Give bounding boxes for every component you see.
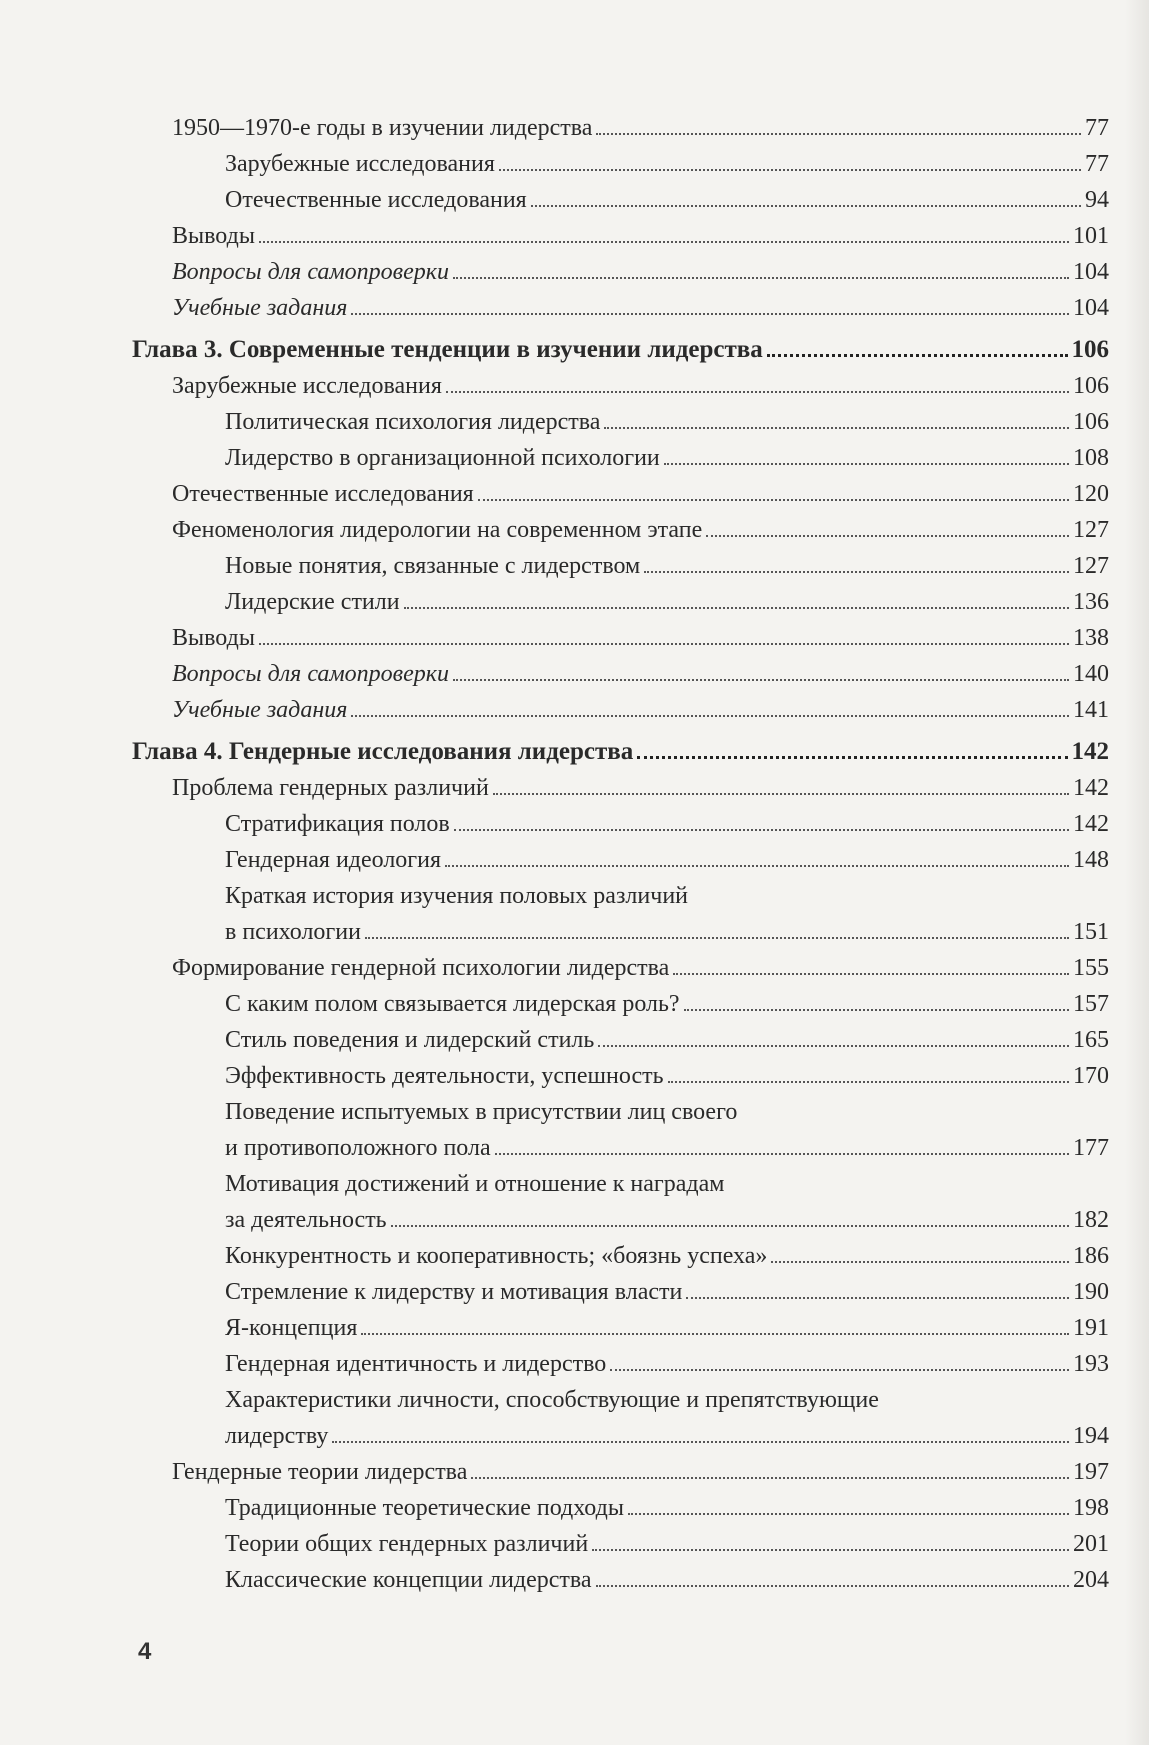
toc-entry <box>0 404 1149 440</box>
toc-entry-title: Глава 4. Гендерные исследования лидерства <box>132 738 634 765</box>
toc-page-number: 190 <box>1073 1279 1109 1305</box>
toc-entry-title: Зарубежные исследования <box>225 151 495 177</box>
toc-page-number: 108 <box>1073 445 1109 471</box>
toc-page-number: 186 <box>1073 1243 1109 1269</box>
toc-entry <box>0 182 1149 218</box>
toc-entry-row <box>225 842 1109 878</box>
dot-leader <box>259 241 1069 243</box>
dot-leader <box>767 354 1068 357</box>
toc-entry-title: Лидерство в организационной психологии <box>225 445 660 471</box>
toc-entry-title: и противоположного пола <box>225 1135 491 1161</box>
toc-entry-row <box>225 1274 1109 1310</box>
toc-entry-title: Стремление к лидерству и мотивация власти <box>225 1279 683 1305</box>
toc-entry <box>0 1562 1149 1598</box>
dot-leader <box>644 571 1069 573</box>
toc-chapter-entry <box>0 734 1149 770</box>
toc-entry <box>0 692 1149 728</box>
dot-leader <box>706 535 1069 537</box>
toc-entry-row <box>172 476 1109 512</box>
toc-page-number: 157 <box>1073 991 1109 1017</box>
toc-entry-row <box>225 806 1109 842</box>
toc-page-number: 194 <box>1073 1423 1109 1449</box>
toc-page-number: 136 <box>1073 589 1109 615</box>
toc-entry-title: 1950—1970-е годы в изучении лидерства <box>172 115 593 141</box>
toc-entry-row <box>225 146 1109 182</box>
toc-entry-row <box>225 1490 1109 1526</box>
dot-leader <box>668 1081 1069 1083</box>
toc-entry-row <box>225 1562 1109 1598</box>
toc-entry-row <box>172 218 1109 254</box>
dot-leader <box>531 205 1081 207</box>
toc-entry <box>0 986 1149 1022</box>
toc-entry <box>0 1346 1149 1382</box>
toc-page-number: 104 <box>1073 259 1109 285</box>
toc-entry-row <box>225 986 1109 1022</box>
dot-leader <box>351 313 1069 315</box>
dot-leader <box>596 133 1081 135</box>
toc-entry <box>0 254 1149 290</box>
toc-entry-title: Гендерная идентичность и лидерство <box>225 1351 607 1377</box>
toc-entry-title: за деятельность <box>225 1207 387 1233</box>
toc-page-number: 142 <box>1073 811 1109 837</box>
dot-leader <box>495 1153 1069 1155</box>
toc-page-number: 182 <box>1073 1207 1109 1233</box>
dot-leader <box>471 1477 1069 1479</box>
toc-entry <box>0 290 1149 326</box>
toc-entry-row <box>225 1418 1109 1454</box>
toc-entry <box>0 1166 1149 1238</box>
toc-entry-row <box>225 1202 1109 1238</box>
toc-page-number: 142 <box>1073 775 1109 801</box>
toc-entry-title: Конкурентность и кооперативность; «боязнь успеха» <box>225 1243 768 1269</box>
toc-page-number: 106 <box>1073 373 1109 399</box>
toc-entry-title: Стиль поведения и лидерский стиль <box>225 1027 595 1053</box>
toc-entry-title: в психологии <box>225 919 361 945</box>
toc-page-number: 151 <box>1073 919 1109 945</box>
toc-entry-row <box>225 1346 1109 1382</box>
toc-entry <box>0 1382 1149 1454</box>
toc-entry-row <box>172 110 1109 146</box>
toc-entry <box>0 146 1149 182</box>
toc-entry <box>0 1238 1149 1274</box>
toc-page-number: 197 <box>1073 1459 1109 1485</box>
toc-page-number: 77 <box>1085 151 1109 177</box>
toc-entry-title: Проблема гендерных различий <box>172 775 489 801</box>
toc-entry-title: Отечественные исследования <box>172 481 474 507</box>
toc-entry-title: Феноменология лидерологии на современном этапе <box>172 517 703 543</box>
toc-entry-title: Эффективность деятельности, успешность <box>225 1063 664 1089</box>
toc-entry <box>0 512 1149 548</box>
dot-leader <box>391 1225 1069 1227</box>
toc-entry-row <box>172 512 1109 548</box>
dot-leader <box>771 1261 1069 1263</box>
toc-entry <box>0 548 1149 584</box>
toc-entry-row <box>172 950 1109 986</box>
dot-leader <box>478 499 1069 501</box>
toc-page-number: 142 <box>1071 738 1109 765</box>
toc-page-number: 77 <box>1085 115 1109 141</box>
toc-entry-title-line: Мотивация достижений и отношение к наградам <box>225 1171 725 1197</box>
toc-entry-title: Отечественные исследования <box>225 187 527 213</box>
toc-entry-title: Зарубежные исследования <box>172 373 442 399</box>
toc-entry-title: Традиционные теоретические подходы <box>225 1495 624 1521</box>
toc-entry-title: Я-концепция <box>225 1315 358 1341</box>
toc-page-number: 198 <box>1073 1495 1109 1521</box>
toc-entry-title: Вопросы для самопроверки <box>172 259 449 285</box>
toc-entry-row <box>225 1238 1109 1274</box>
dot-leader <box>684 1009 1069 1011</box>
toc-page-number: 148 <box>1073 847 1109 873</box>
toc-entry-row <box>225 584 1109 620</box>
toc-entry <box>0 1094 1149 1166</box>
table-of-contents <box>0 110 1149 1598</box>
dot-leader <box>673 973 1069 975</box>
dot-leader <box>453 679 1069 681</box>
toc-page-number: 165 <box>1073 1027 1109 1053</box>
toc-entry <box>0 620 1149 656</box>
toc-entry-title: лидерству <box>225 1423 329 1449</box>
toc-entry-title: Глава 3. Современные тенденции в изучении лидерства <box>132 336 763 363</box>
toc-page-number: 155 <box>1073 955 1109 981</box>
toc-entry-row <box>225 1058 1109 1094</box>
dot-leader <box>361 1333 1069 1335</box>
toc-page-number: 106 <box>1073 409 1109 435</box>
toc-page-number: 138 <box>1073 625 1109 651</box>
toc-entry <box>0 1454 1149 1490</box>
toc-entry-row <box>225 1526 1109 1562</box>
dot-leader <box>598 1045 1069 1047</box>
toc-page-number: 201 <box>1073 1531 1109 1557</box>
toc-entry <box>0 476 1149 512</box>
dot-leader <box>332 1441 1069 1443</box>
toc-entry-row <box>172 1454 1109 1490</box>
toc-entry-title: Формирование гендерной психологии лидерства <box>172 955 670 981</box>
toc-entry <box>0 110 1149 146</box>
dot-leader <box>454 829 1069 831</box>
toc-entry-row <box>225 440 1109 476</box>
toc-entry-row <box>172 620 1109 656</box>
toc-entry-row <box>172 290 1109 326</box>
toc-entry <box>0 440 1149 476</box>
dot-leader <box>499 169 1081 171</box>
toc-entry-title: Учебные задания <box>172 295 348 321</box>
toc-entry <box>0 1490 1149 1526</box>
toc-entry-row <box>172 692 1109 728</box>
toc-entry-row <box>172 770 1109 806</box>
dot-leader <box>404 607 1069 609</box>
toc-entry <box>0 770 1149 806</box>
toc-entry <box>0 1310 1149 1346</box>
dot-leader <box>664 463 1069 465</box>
toc-entry-title: Гендерная идеология <box>225 847 442 873</box>
toc-entry <box>0 1526 1149 1562</box>
dot-leader <box>445 865 1069 867</box>
toc-entry-row <box>225 182 1109 218</box>
toc-entry-title-line: Характеристики личности, способствующие и препятствующие <box>225 1387 879 1413</box>
toc-entry-title: Учебные задания <box>172 697 348 723</box>
dot-leader <box>637 756 1067 759</box>
toc-entry-title: С каким полом связывается лидерская роль? <box>225 991 680 1017</box>
toc-entry <box>0 656 1149 692</box>
toc-entry-title: Лидерские стили <box>225 589 400 615</box>
toc-entry-row <box>225 548 1109 584</box>
toc-entry <box>0 1022 1149 1058</box>
dot-leader <box>446 391 1069 393</box>
toc-page-number: 94 <box>1085 187 1109 213</box>
dot-leader <box>592 1549 1069 1551</box>
toc-page-number: 140 <box>1073 661 1109 687</box>
toc-entry-row <box>225 1022 1109 1058</box>
toc-entry-row <box>172 656 1109 692</box>
toc-entry-row <box>225 404 1109 440</box>
toc-entry <box>0 842 1149 878</box>
toc-entry <box>0 584 1149 620</box>
toc-page-number: 104 <box>1073 295 1109 321</box>
dot-leader <box>365 937 1069 939</box>
toc-entry-title-line: Поведение испытуемых в присутствии лиц своего <box>225 1099 738 1125</box>
toc-page-number: 177 <box>1073 1135 1109 1161</box>
toc-entry <box>0 878 1149 950</box>
toc-entry-row <box>132 734 1109 770</box>
dot-leader <box>351 715 1069 717</box>
toc-entry-row <box>132 332 1109 368</box>
toc-entry <box>0 1274 1149 1310</box>
toc-page-number: 141 <box>1073 697 1109 723</box>
page-number: 4 <box>138 1638 152 1665</box>
dot-leader <box>259 643 1069 645</box>
toc-entry-title: Новые понятия, связанные с лидерством <box>225 553 641 579</box>
dot-leader <box>686 1297 1069 1299</box>
toc-page-number: 106 <box>1071 336 1109 363</box>
toc-entry-title: Классические концепции лидерства <box>225 1567 592 1593</box>
toc-entry-row <box>172 254 1109 290</box>
toc-entry <box>0 368 1149 404</box>
toc-entry-title: Вопросы для самопроверки <box>172 661 449 687</box>
dot-leader <box>596 1585 1069 1587</box>
toc-entry-row <box>225 1130 1109 1166</box>
toc-entry-title: Выводы <box>172 625 255 651</box>
dot-leader <box>453 277 1069 279</box>
toc-entry-row <box>172 368 1109 404</box>
toc-page-number: 170 <box>1073 1063 1109 1089</box>
toc-entry-title: Выводы <box>172 223 255 249</box>
toc-entry-title: Стратификация полов <box>225 811 450 837</box>
toc-entry-title-line: Краткая история изучения половых различий <box>225 883 689 909</box>
toc-page-number: 127 <box>1073 553 1109 579</box>
toc-entry <box>0 1058 1149 1094</box>
toc-page-number: 127 <box>1073 517 1109 543</box>
toc-page-number: 101 <box>1073 223 1109 249</box>
toc-page-number: 120 <box>1073 481 1109 507</box>
toc-page-number: 191 <box>1073 1315 1109 1341</box>
toc-entry-title: Теории общих гендерных различий <box>225 1531 589 1557</box>
toc-entry-title: Политическая психология лидерства <box>225 409 601 435</box>
toc-page-number: 204 <box>1073 1567 1109 1593</box>
toc-entry <box>0 218 1149 254</box>
toc-entry-row <box>225 1310 1109 1346</box>
dot-leader <box>628 1513 1069 1515</box>
dot-leader <box>604 427 1069 429</box>
toc-entry-row <box>225 914 1109 950</box>
dot-leader <box>493 793 1069 795</box>
toc-page-number: 193 <box>1073 1351 1109 1377</box>
toc-chapter-entry <box>0 332 1149 368</box>
toc-entry <box>0 806 1149 842</box>
dot-leader <box>610 1369 1069 1371</box>
toc-entry <box>0 950 1149 986</box>
toc-entry-title: Гендерные теории лидерства <box>172 1459 468 1485</box>
